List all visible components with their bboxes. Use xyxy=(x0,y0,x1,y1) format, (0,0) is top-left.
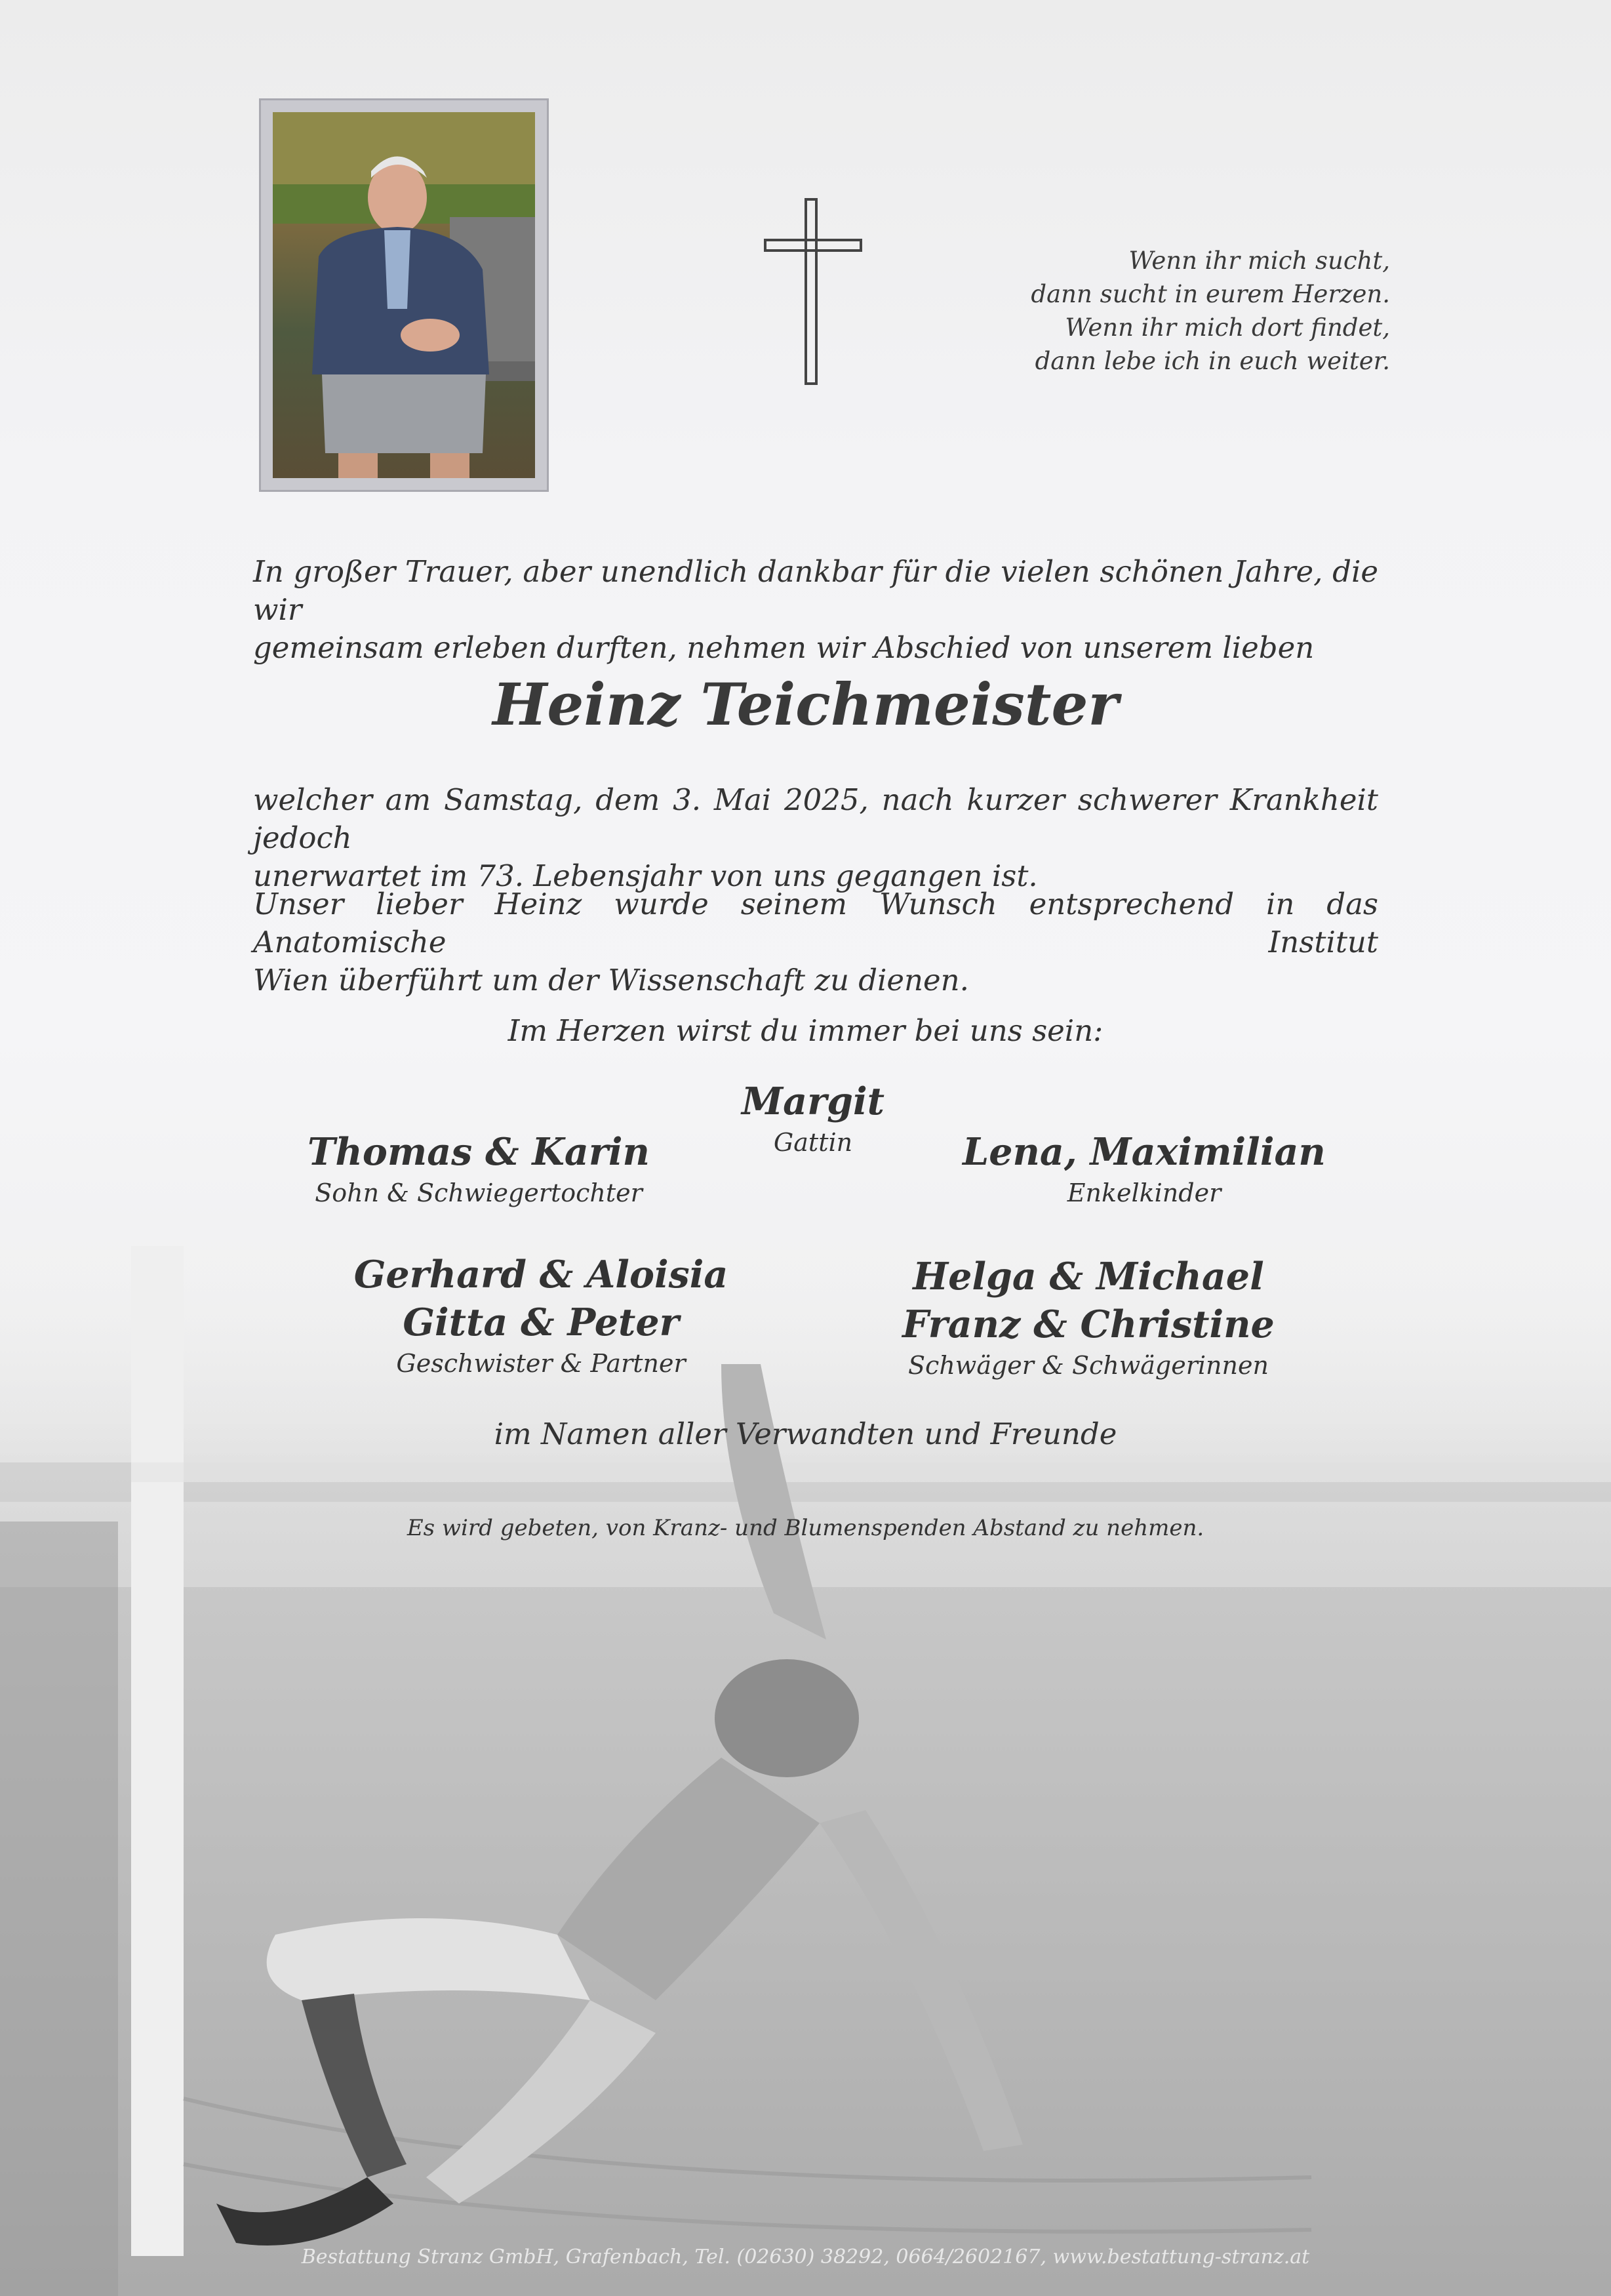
death-notice-line: welcher am Samstag, dem 3. Mai 2025, nach kurzer schwerer Krankheit jedoch xyxy=(253,782,1378,855)
body-donation-line: Wien überführt um der Wissenschaft zu dienen. xyxy=(253,963,969,997)
background-goalkeeper-photo xyxy=(0,1246,1611,2296)
funeral-home-footer: Bestattung Stranz GmbH, Grafenbach, Tel. (02630) 38292, 0664/2602167, www.bestattung-stranz.at xyxy=(301,2246,1310,2268)
poem-line: dann sucht in eurem Herzen. xyxy=(1031,280,1390,308)
poem xyxy=(997,244,1390,378)
body-donation-text xyxy=(253,885,1378,999)
mourner-in-laws xyxy=(859,1253,1318,1381)
mourner-siblings xyxy=(315,1251,767,1379)
cross-icon xyxy=(764,198,862,385)
mourner-name: Lena, Maximilian xyxy=(963,1130,1326,1174)
death-notice-line: unerwartet im 73. Lebensjahr von uns gegangen ist. xyxy=(253,858,1038,893)
mourner-relation: Enkelkinder xyxy=(1067,1178,1222,1207)
mourner-name: Gitta & Peter xyxy=(403,1300,679,1344)
poem-line: Wenn ihr mich dort findet, xyxy=(1065,313,1390,342)
mourner-name: Gerhard & Aloisia xyxy=(353,1253,728,1297)
mourner-spouse xyxy=(682,1078,944,1158)
intro-line: In großer Trauer, aber unendlich dankbar für die vielen schönen Jahre, die wir xyxy=(253,554,1378,627)
poem-line: dann lebe ich in euch weiter. xyxy=(1035,347,1390,375)
mourner-grandchildren xyxy=(918,1128,1370,1209)
mourner-name: Franz & Christine xyxy=(902,1302,1275,1346)
mourner-relation: Sohn & Schwiegertochter xyxy=(315,1178,643,1207)
mourner-name: Margit xyxy=(742,1079,885,1123)
death-notice xyxy=(253,781,1378,895)
deceased-name: Heinz Teichmeister xyxy=(492,670,1119,738)
heart-line: Im Herzen wirst du immer bei uns sein: xyxy=(507,1013,1104,1048)
mourner-name: Helga & Michael xyxy=(913,1255,1264,1299)
portrait-illustration xyxy=(273,112,535,478)
closing-line: im Namen aller Verwandten und Freunde xyxy=(494,1417,1117,1451)
flower-donation-request: Es wird gebeten, von Kranz- und Blumenspenden Abstand zu nehmen. xyxy=(407,1515,1204,1541)
mourner-relation: Geschwister & Partner xyxy=(396,1349,686,1378)
intro-line: gemeinsam erleben durften, nehmen wir Abschied von unserem lieben xyxy=(253,630,1315,665)
portrait-photo xyxy=(273,112,535,478)
mourner-relation: Gattin xyxy=(773,1128,853,1157)
body-donation-line: Unser lieber Heinz wurde seinem Wunsch entsprechend in das Anatomische Institut xyxy=(253,887,1378,959)
mourner-relation: Schwäger & Schwägerinnen xyxy=(908,1351,1269,1380)
poem-line: Wenn ihr mich sucht, xyxy=(1128,247,1390,275)
intro-text xyxy=(253,553,1378,667)
portrait-photo-frame xyxy=(259,98,549,492)
mourner-son xyxy=(256,1128,702,1209)
mourner-name: Thomas & Karin xyxy=(308,1130,650,1174)
